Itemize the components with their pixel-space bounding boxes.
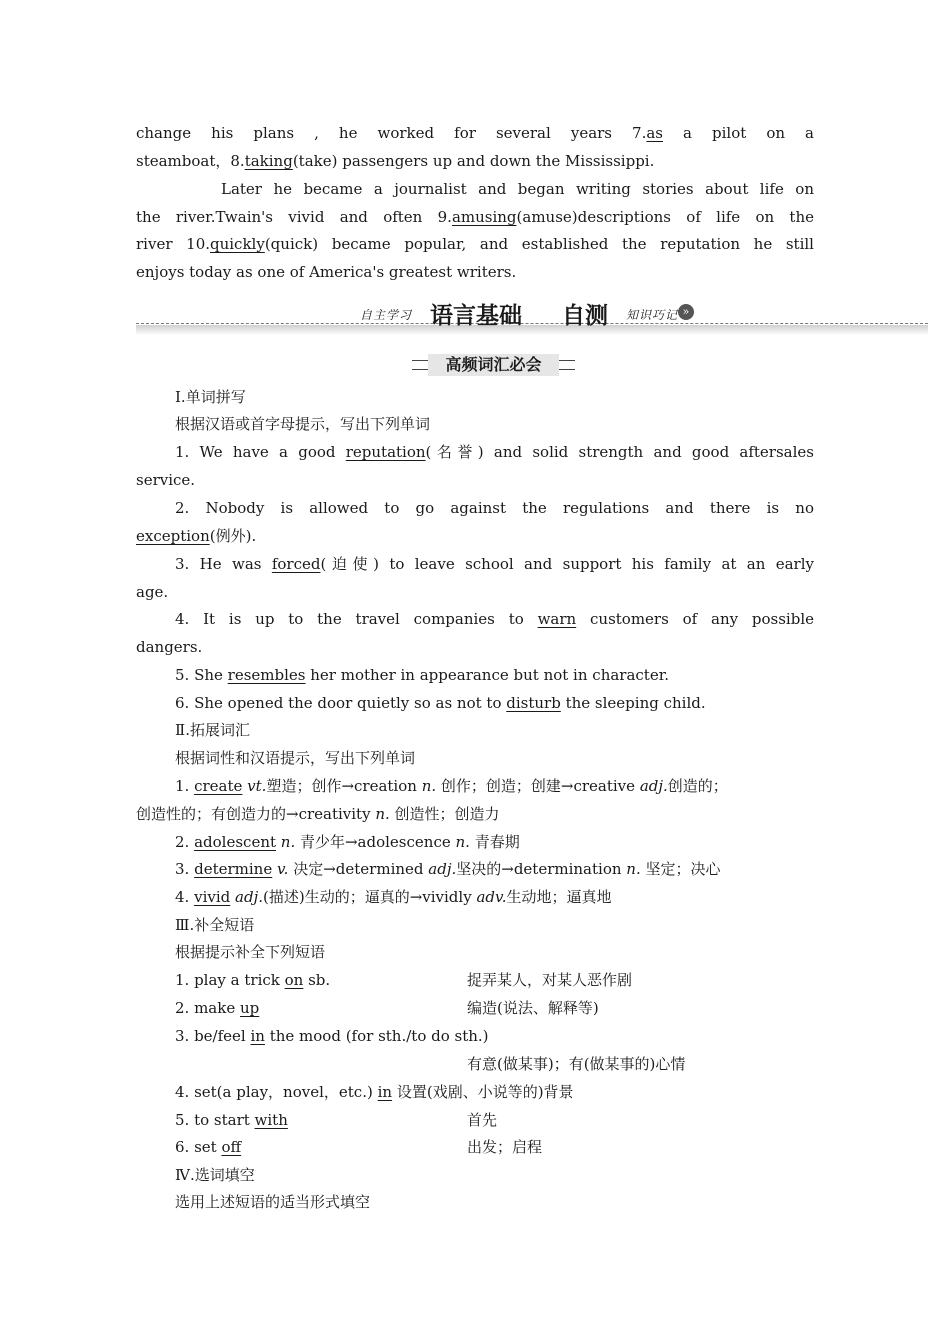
answer-8: taking xyxy=(244,152,293,170)
header-rule-right xyxy=(557,360,575,370)
intro-line-6: enjoys today as one of America's greatest writers. xyxy=(136,263,517,281)
section-banner xyxy=(136,296,928,340)
phrase-meaning: 捉弄某人，对某人恶作剧 xyxy=(467,971,633,989)
phrase-item: 3. be/feel in the mood (for sth./to do sth.) xyxy=(175,1027,489,1045)
banner-title-main: 语言基础 xyxy=(430,303,522,329)
part2-q4: 4. vivid adj.(描述)生动的；逼真的→vividly adv.生动地；逼真地 xyxy=(175,888,612,906)
vocab-section-title: 高频词汇必会 xyxy=(428,354,559,376)
phrase-item: 6. set off xyxy=(175,1138,242,1156)
part1-q2: 2. Nobody is allowed to go against the regulations and there is no xyxy=(175,499,814,517)
part2-instruction: 根据词性和汉语提示，写出下列单词 xyxy=(175,749,416,767)
part3-instruction: 根据提示补全下列短语 xyxy=(175,943,326,961)
banner-left-label: 自主学习 xyxy=(360,308,413,322)
phrase-item: 1. play a trick on sb. xyxy=(175,971,331,989)
phrase-meaning: 出发；启程 xyxy=(467,1138,543,1156)
intro-line-3: Later he became a journalist and began writing stories about life on xyxy=(221,180,814,198)
part2-q1-cont: 创造性的；有创造力的→creativity n. 创造性；创造力 xyxy=(136,805,500,823)
part1-q1: 1. We have a good reputation(名誉) and solid strength and good aftersales xyxy=(175,443,814,461)
phrase-item: 4. set(a play，novel，etc.) in 设置(戏剧、小说等的)背景 xyxy=(175,1083,574,1101)
phrase-item: 5. to start with xyxy=(175,1111,288,1129)
intro-line-5: river 10.quickly(quick) became popular, and established the reputation he still xyxy=(136,235,814,253)
vocab-section-header xyxy=(412,354,575,376)
part1-q3-cont: age. xyxy=(136,583,169,601)
phrase-meaning: 首先 xyxy=(467,1111,498,1129)
part2-q2: 2. adolescent n. 青少年→adolescence n. 青春期 xyxy=(175,833,520,851)
intro-line-1: change his plans , he worked for several years 7.as a pilot on a xyxy=(136,124,815,142)
part1-heading: Ⅰ.单词拼写 xyxy=(175,388,246,406)
part1-q5: 5. She resembles her mother in appearance but not in character. xyxy=(175,666,670,684)
phrase-meaning: 有意(做某事)；有(做某事的)心情 xyxy=(467,1055,686,1073)
part2-q3: 3. determine v. 决定→determined adj.坚决的→determination n. 坚定；决心 xyxy=(175,860,721,878)
answer-7: as xyxy=(646,124,663,142)
part4-instruction: 选用上述短语的适当形式填空 xyxy=(175,1193,371,1211)
answer-10: quickly xyxy=(210,235,265,253)
banner-shade xyxy=(136,325,928,335)
part2-q1: 1. create vt.塑造；创作→creation n. 创作；创造；创建→creative adj.创造的； xyxy=(175,777,728,795)
answer-9: amusing xyxy=(451,208,517,226)
phrase-meaning: 编造(说法、解释等) xyxy=(467,999,599,1017)
banner-dashed-rule xyxy=(136,323,928,324)
part1-instruction: 根据汉语或首字母提示，写出下列单词 xyxy=(175,415,431,433)
part4-heading: Ⅳ.选词填空 xyxy=(175,1166,255,1184)
intro-line-2: steamboat，8.taking(take) passengers up and down the Mississippi. xyxy=(136,152,655,170)
intro-line-4: the river.Twain's vivid and often 9.amusing(amuse)descriptions of life on the xyxy=(136,208,814,226)
banner-title-sub: 自测 xyxy=(562,303,608,329)
part1-q6: 6. She opened the door quietly so as not to disturb the sleeping child. xyxy=(175,694,706,712)
part3-heading: Ⅲ.补全短语 xyxy=(175,916,255,934)
part1-q4: 4. It is up to the travel companies to warn customers of any possible xyxy=(175,610,814,628)
phrase-item: 2. make up xyxy=(175,999,260,1017)
part2-heading: Ⅱ.拓展词汇 xyxy=(175,721,250,739)
part1-q4-cont: dangers. xyxy=(136,638,203,656)
part1-q1-cont: service. xyxy=(136,471,196,489)
part1-q3: 3. He was forced(迫使) to leave school and support his family at an early xyxy=(175,555,814,573)
banner-right-label: 知识巧记 xyxy=(626,308,679,322)
banner-arrow-icon: » xyxy=(678,304,694,320)
part1-q2-cont: exception(例外). xyxy=(136,527,257,545)
